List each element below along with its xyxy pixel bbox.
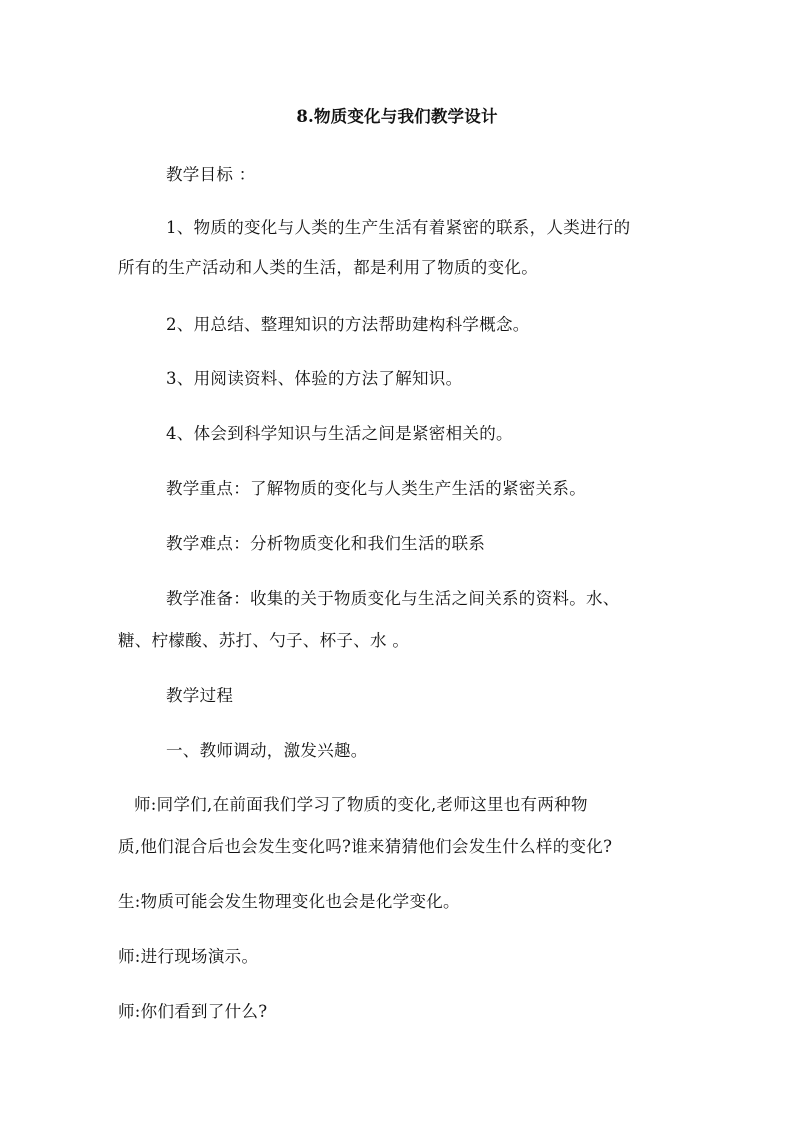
dialogue-teacher-3: 师:你们看到了什么? — [118, 1002, 268, 1021]
paragraph-objective-1-continued: 所有的生产活动和人类的生活，都是利用了物质的变化。 — [118, 258, 538, 277]
document-title: 8.物质变化与我们教学设计 — [296, 107, 498, 126]
paragraph-objective-4: 4、体会到科学知识与生活之间是紧密相关的。 — [166, 424, 513, 443]
dialogue-teacher-2: 师:进行现场演示。 — [118, 947, 259, 966]
paragraph-difficulty: 教学难点：分析物质变化和我们生活的联系 — [166, 534, 486, 553]
dialogue-teacher-1: 师:同学们,在前面我们学习了物质的变化,老师这里也有两种物 — [134, 795, 588, 814]
paragraph-preparation: 教学准备：收集的关于物质变化与生活之间关系的资料。水、 — [166, 589, 620, 608]
dialogue-student-1: 生:物质可能会发生物理变化也会是化学变化。 — [118, 892, 460, 911]
section-heading-process: 教学过程 — [166, 686, 234, 705]
paragraph-key-point: 教学重点：了解物质的变化与人类生产生活的紧密关系。 — [166, 479, 586, 498]
section-heading-objectives: 教学目标 ： — [166, 165, 256, 184]
dialogue-teacher-1-continued: 质,他们混合后也会发生变化吗?谁来猜猜他们会发生什么样的变化? — [118, 837, 613, 856]
paragraph-preparation-continued: 糖、柠檬酸、苏打、勺子、杯子、水 。 — [118, 631, 410, 650]
paragraph-objective-3: 3、用阅读资料、体验的方法了解知识。 — [166, 369, 463, 388]
paragraph-step-1: 一、教师调动，激发兴趣。 — [166, 741, 368, 760]
paragraph-objective-1: 1、物质的变化与人类的生产生活有着紧密的联系，人类进行的 — [166, 218, 631, 237]
paragraph-objective-2: 2、用总结、整理知识的方法帮助建构科学概念。 — [166, 315, 530, 334]
